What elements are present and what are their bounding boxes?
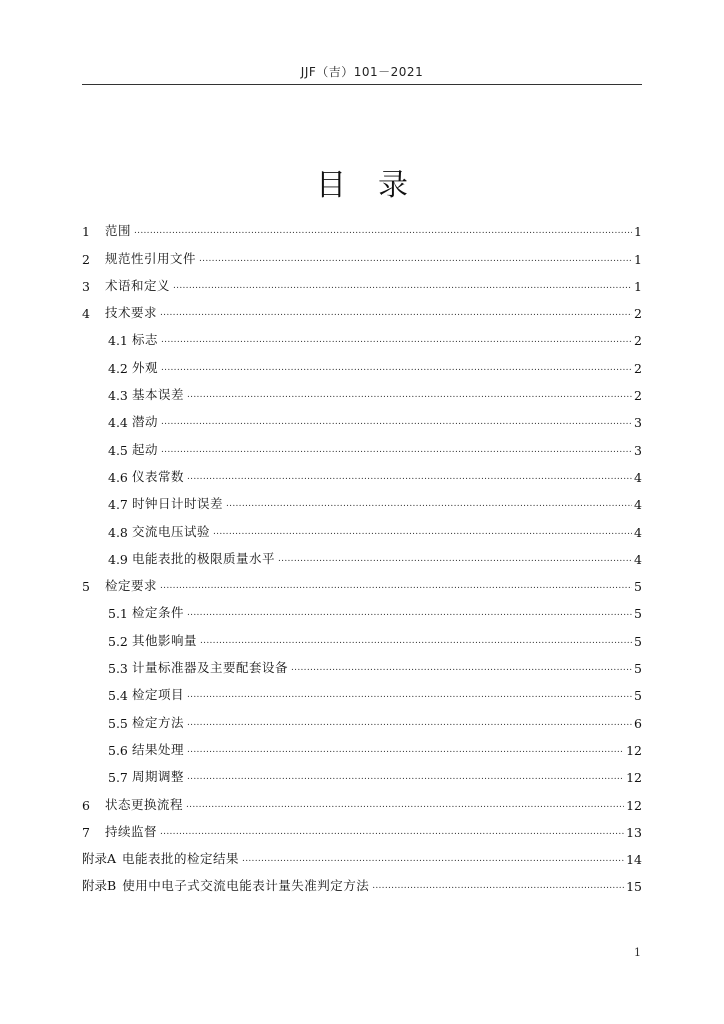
toc-leader-dots xyxy=(161,446,632,455)
toc-leader-dots xyxy=(161,336,632,345)
toc-leader-dots xyxy=(160,582,632,591)
toc-entry-label: 结果处理 xyxy=(132,741,185,757)
toc-entry-page: 5 xyxy=(634,633,642,649)
table-of-contents xyxy=(82,212,642,894)
toc-entry[interactable] xyxy=(82,294,642,321)
toc-entry-label: 其他影响量 xyxy=(132,632,198,648)
toc-entry[interactable] xyxy=(82,758,642,785)
toc-entry-page: 12 xyxy=(626,770,642,786)
toc-entry-label: 规范性引用文件 xyxy=(105,250,197,266)
toc-leader-dots xyxy=(187,746,624,755)
toc-leader-dots xyxy=(242,855,624,864)
toc-entry[interactable] xyxy=(82,703,642,730)
toc-entry[interactable] xyxy=(82,594,642,621)
toc-entry-page: 3 xyxy=(634,442,642,458)
toc-entry-page: 4 xyxy=(634,524,642,540)
header-rule xyxy=(82,84,642,85)
toc-entry-label: 计量标准器及主要配套设备 xyxy=(132,660,289,676)
toc-entry-label: 使用中电子式交流电能表计量失准判定方法 xyxy=(122,878,370,894)
toc-leader-dots xyxy=(187,473,632,482)
toc-entry-number: 5 xyxy=(82,579,90,595)
toc-entry-page: 4 xyxy=(634,469,642,485)
toc-entry-page: 1 xyxy=(634,251,642,267)
toc-entry-number: 4 xyxy=(82,306,90,322)
toc-entry-number: 5.3 xyxy=(108,661,128,677)
toc-entry[interactable] xyxy=(82,649,642,676)
toc-leader-dots xyxy=(187,773,624,782)
toc-leader-dots xyxy=(161,364,632,373)
toc-entry-label: 周期调整 xyxy=(132,769,185,785)
toc-leader-dots xyxy=(199,255,632,264)
toc-leader-dots xyxy=(372,882,624,891)
document-code-header: JJF（吉）101－2021 xyxy=(300,65,424,79)
toc-entry[interactable] xyxy=(82,430,642,457)
toc-entry-page: 12 xyxy=(626,797,642,813)
toc-entry-page: 15 xyxy=(626,879,642,895)
toc-entry-page: 2 xyxy=(634,333,642,349)
toc-entry[interactable] xyxy=(82,676,642,703)
toc-entry-page: 5 xyxy=(634,688,642,704)
toc-entry-page: 5 xyxy=(634,579,642,595)
toc-leader-dots xyxy=(187,609,632,618)
toc-entry-label: 交流电压试验 xyxy=(132,523,211,539)
toc-entry[interactable] xyxy=(82,840,642,867)
toc-entry-label: 起动 xyxy=(132,441,159,457)
toc-entry-number: 4.5 xyxy=(108,442,128,458)
toc-entry-label: 标志 xyxy=(132,332,159,348)
toc-entry-label: 电能表批的检定结果 xyxy=(122,851,240,867)
toc-leader-dots xyxy=(187,691,632,700)
toc-leader-dots xyxy=(213,528,632,537)
toc-leader-dots xyxy=(134,227,632,236)
toc-entry-label: 仪表常数 xyxy=(132,468,185,484)
page-number: 1 xyxy=(634,946,641,959)
toc-entry-label: 持续监督 xyxy=(105,823,158,839)
toc-entry-number: 4.9 xyxy=(108,551,128,567)
toc-entry[interactable] xyxy=(82,621,642,648)
toc-entry[interactable] xyxy=(82,485,642,512)
toc-entry-number: 4.6 xyxy=(108,469,128,485)
toc-entry-number: 3 xyxy=(82,278,90,294)
toc-entry-page: 2 xyxy=(634,388,642,404)
toc-entry-page: 13 xyxy=(626,824,642,840)
toc-entry-page: 5 xyxy=(634,661,642,677)
toc-leader-dots xyxy=(226,500,632,509)
toc-entry[interactable] xyxy=(82,321,642,348)
toc-entry-page: 3 xyxy=(634,415,642,431)
toc-leader-dots xyxy=(278,555,632,564)
toc-leader-dots xyxy=(187,719,632,728)
toc-leader-dots xyxy=(173,282,632,291)
toc-leader-dots xyxy=(161,418,632,427)
toc-entry-number: 附录A xyxy=(82,851,117,867)
toc-entry[interactable] xyxy=(82,567,642,594)
toc-entry-number: 5.4 xyxy=(108,688,128,704)
toc-entry-number: 4.7 xyxy=(108,497,128,513)
toc-leader-dots xyxy=(200,637,632,646)
toc-entry[interactable] xyxy=(82,867,642,894)
toc-entry-page: 4 xyxy=(634,497,642,513)
toc-entry-number: 5.5 xyxy=(108,715,128,731)
toc-entry-number: 7 xyxy=(82,824,90,840)
toc-leader-dots xyxy=(160,828,624,837)
toc-entry[interactable] xyxy=(82,376,642,403)
toc-entry-number: 1 xyxy=(82,224,90,240)
toc-entry-number: 5.2 xyxy=(108,633,128,649)
toc-leader-dots xyxy=(291,664,632,673)
toc-leader-dots xyxy=(186,801,624,810)
toc-entry-label: 状态更换流程 xyxy=(105,796,184,812)
toc-entry[interactable] xyxy=(82,403,642,430)
toc-entry-number: 附录B xyxy=(82,878,117,894)
toc-entry-label: 电能表批的极限质量水平 xyxy=(132,550,276,566)
toc-entry-page: 1 xyxy=(634,278,642,294)
toc-entry-number: 4.1 xyxy=(108,333,128,349)
toc-entry-number: 4.2 xyxy=(108,360,128,376)
toc-entry-page: 2 xyxy=(634,360,642,376)
toc-entry-number: 2 xyxy=(82,251,90,267)
toc-entry[interactable] xyxy=(82,813,642,840)
toc-entry-page: 2 xyxy=(634,306,642,322)
toc-entry[interactable] xyxy=(82,348,642,375)
toc-entry-page: 12 xyxy=(626,742,642,758)
toc-entry[interactable] xyxy=(82,540,642,567)
toc-entry-number: 6 xyxy=(82,797,90,813)
toc-entry-number: 5.7 xyxy=(108,770,128,786)
toc-entry-label: 潜动 xyxy=(132,414,159,430)
toc-leader-dots xyxy=(160,309,632,318)
toc-entry-page: 14 xyxy=(626,852,642,868)
toc-entry-number: 4.4 xyxy=(108,415,128,431)
toc-entry-page: 4 xyxy=(634,551,642,567)
toc-entry-label: 术语和定义 xyxy=(105,277,171,293)
toc-entry-number: 5.6 xyxy=(108,742,128,758)
toc-entry-label: 检定方法 xyxy=(132,714,185,730)
toc-entry-page: 6 xyxy=(634,715,642,731)
page-title: 目录 xyxy=(316,168,440,203)
toc-entry-label: 检定要求 xyxy=(105,578,158,594)
toc-entry-label: 检定条件 xyxy=(132,605,185,621)
toc-entry-label: 技术要求 xyxy=(105,305,158,321)
toc-entry-number: 5.1 xyxy=(108,606,128,622)
toc-entry[interactable] xyxy=(82,267,642,294)
toc-entry[interactable] xyxy=(82,212,642,239)
toc-entry-page: 1 xyxy=(634,224,642,240)
toc-entry[interactable] xyxy=(82,458,642,485)
toc-entry-number: 4.8 xyxy=(108,524,128,540)
toc-entry-label: 外观 xyxy=(132,359,159,375)
toc-entry[interactable] xyxy=(82,512,642,539)
toc-entry-label: 检定项目 xyxy=(132,687,185,703)
toc-entry[interactable] xyxy=(82,731,642,758)
toc-entry-label: 范围 xyxy=(105,223,132,239)
toc-entry[interactable] xyxy=(82,239,642,266)
toc-entry-label: 时钟日计时误差 xyxy=(132,496,224,512)
toc-leader-dots xyxy=(187,391,632,400)
toc-entry[interactable] xyxy=(82,785,642,812)
toc-entry-page: 5 xyxy=(634,606,642,622)
toc-entry-label: 基本误差 xyxy=(132,387,185,403)
toc-entry-number: 4.3 xyxy=(108,388,128,404)
